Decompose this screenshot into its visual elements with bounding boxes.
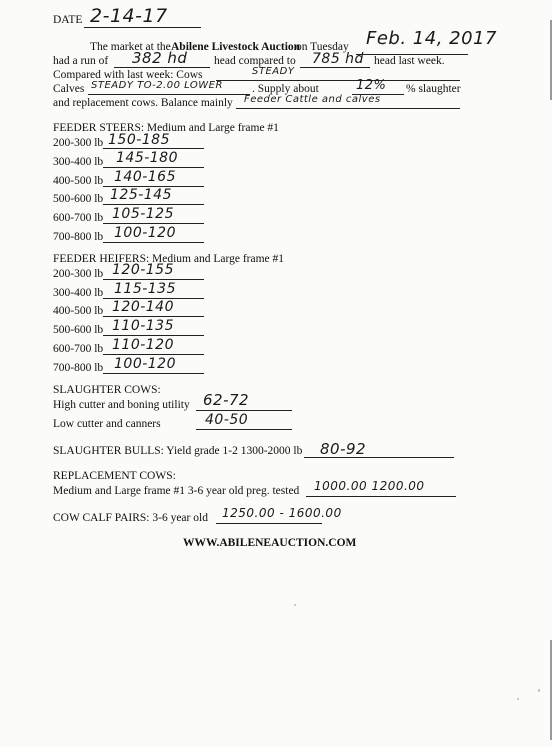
balance-value: Feeder Cattle and calves bbox=[244, 94, 381, 105]
date-value: 2-14-17 bbox=[90, 5, 168, 27]
intro-prefix: The market at the bbox=[90, 41, 171, 53]
balance-label: and replacement cows. Balance mainly bbox=[53, 97, 233, 109]
run-value: 382 hd bbox=[132, 49, 188, 67]
steers-row-line bbox=[103, 167, 204, 168]
last-week-label: head last week. bbox=[374, 55, 445, 67]
heifers-row-weight: 500-600 lb bbox=[53, 324, 104, 336]
scan-speck bbox=[538, 689, 540, 692]
replacement-value: 1000.00 1200.00 bbox=[314, 479, 425, 493]
heifers-row-weight: 400-500 lb bbox=[53, 305, 104, 317]
steers-row-price: 125-145 bbox=[110, 187, 172, 203]
heifers-row-price: 115-135 bbox=[114, 281, 176, 297]
heifers-row-line bbox=[103, 373, 204, 374]
steers-row-weight: 300-400 lb bbox=[53, 156, 104, 168]
steers-row-weight: 700-800 lb bbox=[53, 231, 104, 243]
steers-row-price: 105-125 bbox=[112, 206, 174, 222]
heifers-row-price: 100-120 bbox=[114, 356, 176, 372]
scan-speck bbox=[294, 604, 296, 606]
steers-row-price: 100-120 bbox=[114, 225, 176, 241]
steers-row-weight: 400-500 lb bbox=[53, 175, 104, 187]
steers-row-price: 150-185 bbox=[108, 132, 170, 148]
steers-row-line bbox=[103, 242, 204, 243]
heifers-row-price: 110-120 bbox=[112, 337, 174, 353]
slaughter-bulls-value: 80-92 bbox=[320, 440, 367, 458]
compared-label: head compared to bbox=[214, 55, 296, 67]
run-label: had a run of bbox=[53, 55, 109, 67]
steers-row-price: 145-180 bbox=[116, 150, 178, 166]
steers-row-line bbox=[103, 148, 204, 149]
steers-heading: FEEDER STEERS: Medium and Large frame #1 bbox=[53, 122, 279, 134]
compared-value: 785 hd bbox=[312, 51, 364, 67]
heifers-row-line bbox=[103, 316, 204, 317]
steers-row-line bbox=[103, 204, 204, 205]
auction-name: Abilene Livestock Auction bbox=[171, 41, 301, 53]
supply-post: % slaughter bbox=[406, 83, 461, 95]
steers-row-price: 140-165 bbox=[114, 169, 176, 185]
cows-value: STEADY bbox=[252, 66, 295, 77]
steers-row-weight: 500-600 lb bbox=[53, 193, 104, 205]
heifers-row-price: 110-135 bbox=[112, 318, 174, 334]
heifers-row-weight: 600-700 lb bbox=[53, 343, 104, 355]
heifers-row-line bbox=[103, 279, 204, 280]
high-cutter-label: High cutter and boning utility bbox=[53, 399, 190, 411]
heifers-row-weight: 200-300 lb bbox=[53, 268, 104, 280]
website-link[interactable]: WWW.ABILENEAUCTION.COM bbox=[183, 537, 357, 549]
low-cutter-label: Low cutter and canners bbox=[53, 418, 161, 430]
date-line bbox=[84, 27, 201, 28]
slaughter-bulls-line bbox=[304, 457, 454, 458]
low-cutter-value: 40-50 bbox=[205, 412, 249, 428]
pairs-line bbox=[216, 523, 322, 524]
replacement-line bbox=[306, 496, 456, 497]
heifers-row-weight: 700-800 lb bbox=[53, 362, 104, 374]
steers-row-weight: 200-300 lb bbox=[53, 137, 104, 149]
heifers-row-line bbox=[103, 354, 204, 355]
low-cutter-line bbox=[196, 429, 292, 430]
heifers-row-line bbox=[103, 335, 204, 336]
steers-row-weight: 600-700 lb bbox=[53, 212, 104, 224]
heifers-row-weight: 300-400 lb bbox=[53, 287, 104, 299]
slaughter-bulls-label: SLAUGHTER BULLS: Yield grade 1-2 1300-2000 lb bbox=[53, 445, 303, 457]
calves-line bbox=[88, 94, 250, 95]
scan-speck bbox=[517, 698, 519, 700]
replacement-heading: REPLACEMENT COWS: bbox=[53, 470, 176, 482]
steers-row-line bbox=[103, 223, 204, 224]
intro-on-tuesday: on Tuesday bbox=[296, 41, 349, 53]
heifers-row-price: 120-140 bbox=[112, 299, 174, 315]
compared-line bbox=[300, 67, 370, 68]
date-label: DATE bbox=[53, 14, 83, 26]
pairs-value: 1250.00 - 1600.00 bbox=[222, 506, 342, 520]
sale-date: Feb. 14, 2017 bbox=[366, 28, 497, 49]
high-cutter-value: 62-72 bbox=[203, 391, 250, 409]
supply-value: 12% bbox=[356, 78, 387, 93]
calves-label: Calves bbox=[53, 83, 85, 95]
cows-label: Compared with last week: Cows bbox=[53, 69, 203, 81]
heifers-heading: FEEDER HEIFERS: Medium and Large frame #1 bbox=[53, 253, 285, 265]
slaughter-cows-heading: SLAUGHTER COWS: bbox=[53, 384, 161, 396]
calves-value: STEADY TO-2.00 LOWER bbox=[91, 80, 223, 91]
pairs-label: COW CALF PAIRS: 3-6 year old bbox=[53, 512, 208, 524]
high-cutter-line bbox=[196, 410, 292, 411]
balance-line bbox=[236, 108, 460, 109]
run-line bbox=[114, 67, 210, 68]
replacement-label: Medium and Large frame #1 3-6 year old preg. tested bbox=[53, 485, 300, 497]
heifers-row-price: 120-155 bbox=[112, 262, 174, 278]
supply-label: . Supply about bbox=[252, 83, 319, 95]
cows-line bbox=[216, 80, 460, 81]
